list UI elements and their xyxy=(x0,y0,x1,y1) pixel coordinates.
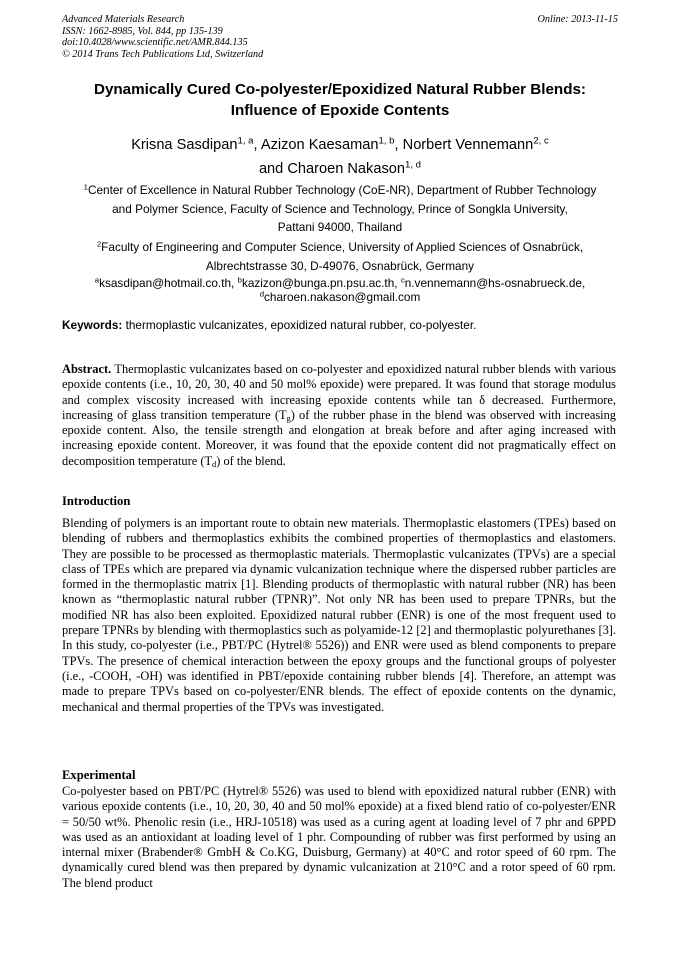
online-date: Online: 2013-11-15 xyxy=(537,14,618,25)
affiliation-mark: 1 xyxy=(83,182,88,192)
abstract-text-3: ) of the blend. xyxy=(216,453,286,468)
experimental-text: Co-polyester based on PBT/PC (Hytrel® 5526) was used to blend with epoxidized natural rubber (ENR) with various epoxide contents (i.e., 10, 20, 30, 40 and 50 mol% epoxide) at a fixed blend ratio of co-polyester/ENR = 50/50 wt%. Phenolic resin (i.e., HRJ-10518) was used as a curing agent at loading level of 7 phr and 6PPD was used as an antioxidant at loading level of 1 phr. Compounding of rubber was first performed by using an internal mixer (Brabender® GmbH & Co.KG, Duisburg, Germany) at 40°C and rotor speed of 60 rpm. The dynamically cured blend was then prepared by dynamic vulcanization at 210°C and a rotor speed of 60 rpm. The blend product xyxy=(62,784,616,890)
author-line-1 xyxy=(62,133,618,157)
journal-name: Advanced Materials Research xyxy=(62,14,185,25)
email-mark: c xyxy=(400,275,405,285)
author-list xyxy=(62,133,618,181)
subscript-g: g xyxy=(286,412,291,423)
email-line-2 xyxy=(62,290,618,304)
affiliation-text: Faculty of Engineering and Computer Science, University of Applied Sciences of Osnabrück, xyxy=(101,240,584,254)
affiliation-2-line-2: Albrechtstrasse 30, D-49076, Osnabrück, Germany xyxy=(205,258,475,273)
introduction-heading: Introduction xyxy=(62,494,131,508)
abstract-text-1: Thermoplastic vulcanizates based on co-polyester and epoxidized natural rubber blends with various epoxide contents (i.e., 10, 20, 30, 40 and 50 mol% epoxide) were prepared. It was found that storage modulus and complex viscosity increased with increasing epoxide contents while tan δ decreased. Furthermore, increasing of glass transition temperature (T xyxy=(62,362,616,422)
author-affiliation-mark: 1, a xyxy=(237,135,254,147)
journal-doi: doi:10.4028/www.scientific.net/AMR.844.135 xyxy=(62,37,248,49)
email-address: kazizon@bunga.pn.psu.ac.th, xyxy=(241,276,401,290)
author-affiliation-mark: 2, c xyxy=(533,135,549,147)
experimental-heading: Experimental xyxy=(62,768,136,782)
affiliation-1-line-2: and Polymer Science, Faculty of Science and Technology, Prince of Songkla University, xyxy=(112,201,568,216)
abstract-label: Abstract. xyxy=(62,362,112,376)
author-name: Norbert Vennemann xyxy=(402,137,534,153)
author-name: Krisna Sasdipan xyxy=(131,137,238,153)
author-name: and Charoen Nakason xyxy=(258,161,405,177)
subscript-d: d xyxy=(212,458,217,469)
email-address: charoen.nakason@gmail.com xyxy=(264,290,421,305)
email-mark: a xyxy=(94,275,100,285)
affiliation-1 xyxy=(62,181,618,237)
email-line-1 xyxy=(62,276,618,290)
keywords-label: Keywords: xyxy=(62,318,123,332)
affiliation-text: Center of Excellence in Natural Rubber Technology (CoE-NR), Department of Rubber Technology xyxy=(87,183,597,197)
email-mark: b xyxy=(237,275,242,285)
affiliation-2 xyxy=(62,238,618,275)
author-separator: , xyxy=(394,137,403,153)
keywords-text: thermoplastic vulcanizates, epoxidized natural rubber, co-polyester. xyxy=(122,318,477,332)
abstract-text-2: ) of the rubber phase in the blend was observed with increasing epoxide content. Also, the tensile strength and elongation at break before and after aging increased with increasing epoxide content. Moreover, it was found that the epoxide content did not pragmatically effect on decomposition temperature (T xyxy=(62,407,616,468)
introduction-text: Blending of polymers is an important route to obtain new materials. Thermoplastic elastomers (TPEs) based on blending of rubbers and thermoplastics exhibits the combined properties of thermoplastics and elastomers. They are possible to be processed as thermoplastic materials. Thermoplastic vulcanizates (TPVs) are a special class of TPEs which are prepared via dynamic vulcanization technique where the dispersed rubber particles are formed in the thermoplastic matrix [1]. Blending products of thermoplastic with natural rubber (NR) has been known as “thermoplastic natural rubber (TPNR)”. Not only NR has been used to prepare TPNRs, but the modified NR has also been exploited. Epoxidized natural rubber (ENR) is one of the most frequent used to prepare TPNRs by blending with thermoplastics such as polyamide-12 [2] and thermoplastic polyurethanes [3]. In this study, co-polyester (i.e., PBT/PC (Hytrel® 5526)) and ENR were used as blend components to prepare TPVs. The presence of chemical interaction between the epoxy groups and the functional groups of polyester (i.e., -COOH, -OH) was identified in PBT/epoxide containing rubber blends [4]. Therefore, an attempt was made to prepare TPVs based on co-polyester/ENR blends. The effect of epoxide contents on the dynamic, mechanical and thermal properties of the TPVs was investigated. xyxy=(62,516,616,714)
affiliation-2-line-1 xyxy=(62,238,618,257)
author-affiliation-mark: 1, b xyxy=(378,135,395,147)
author-affiliation-mark: 1, d xyxy=(404,159,422,171)
author-line-2 xyxy=(62,157,618,181)
affiliation-1-line-1 xyxy=(62,181,618,200)
journal-copyright: © 2014 Trans Tech Publications Ltd, Switzerland xyxy=(62,48,264,60)
email-address: ksasdipan@hotmail.co.th, xyxy=(99,276,238,290)
paper-title-line-1: Dynamically Cured Co-polyester/Epoxidized Natural Rubber Blends: xyxy=(93,81,586,98)
email-mark: d xyxy=(259,290,265,300)
paper-title-line-2: Influence of Epoxide Contents xyxy=(230,102,450,119)
author-name: Azizon Kaesaman xyxy=(260,137,379,153)
email-address: n.vennemann@hs-osnabrueck.de, xyxy=(404,276,586,290)
abstract xyxy=(62,362,616,469)
author-emails xyxy=(62,276,618,305)
affiliation-1-line-3: Pattani 94000, Thailand xyxy=(277,220,403,235)
affiliation-mark: 2 xyxy=(96,239,102,249)
journal-header xyxy=(62,14,618,60)
journal-issn: ISSN: 1662-8985, Vol. 844, pp 135-139 xyxy=(62,25,223,37)
author-separator: , xyxy=(253,137,261,153)
keywords xyxy=(62,318,618,333)
paper-title xyxy=(62,79,618,121)
